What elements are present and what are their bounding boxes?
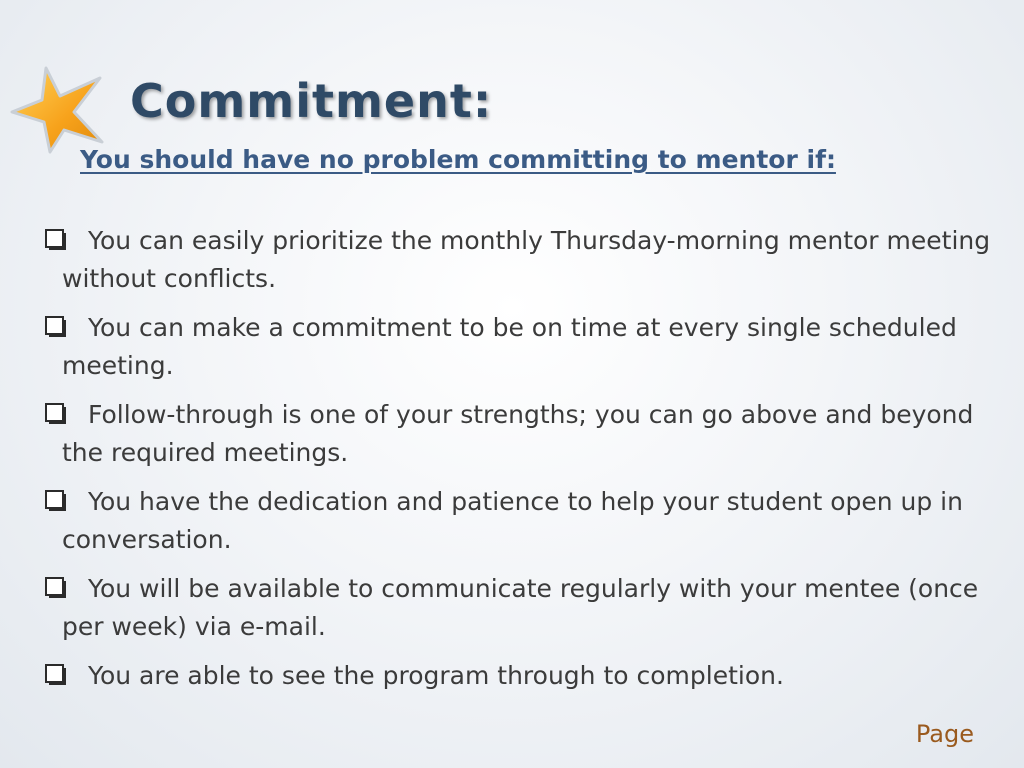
checkbox-square-icon — [44, 663, 68, 687]
checkbox-square-icon — [44, 402, 68, 426]
checkbox-square-icon — [44, 315, 68, 339]
checkbox-square-icon — [44, 576, 68, 600]
slide-title: Commitment: — [130, 74, 493, 128]
list-item — [44, 396, 999, 472]
list-item — [44, 309, 999, 385]
list-item-text: Follow-through is one of your strengths; you can go above and beyond the required meetings. — [62, 400, 974, 467]
page-label: Page — [915, 720, 974, 748]
list-item-text: You can make a commitment to be on time at every single scheduled meeting. — [62, 313, 957, 380]
star-icon — [8, 64, 108, 154]
list-item-text: You will be available to communicate regularly with your mentee (once per week) via e-mail. — [62, 574, 979, 641]
checkbox-square-icon — [44, 228, 68, 252]
list-item-text: You can easily prioritize the monthly Thursday-morning mentor meeting without conflicts. — [62, 226, 991, 293]
list-item-text: You have the dedication and patience to help your student open up in conversation. — [62, 487, 963, 554]
list-item — [44, 222, 999, 298]
list-item — [44, 570, 999, 646]
list-item-text: You are able to see the program through to completion. — [88, 661, 784, 690]
list-item — [44, 483, 999, 559]
list-item — [44, 657, 999, 695]
slide-subtitle: You should have no problem committing to mentor if: — [80, 145, 836, 174]
checkbox-square-icon — [44, 489, 68, 513]
commitment-list — [44, 222, 999, 706]
